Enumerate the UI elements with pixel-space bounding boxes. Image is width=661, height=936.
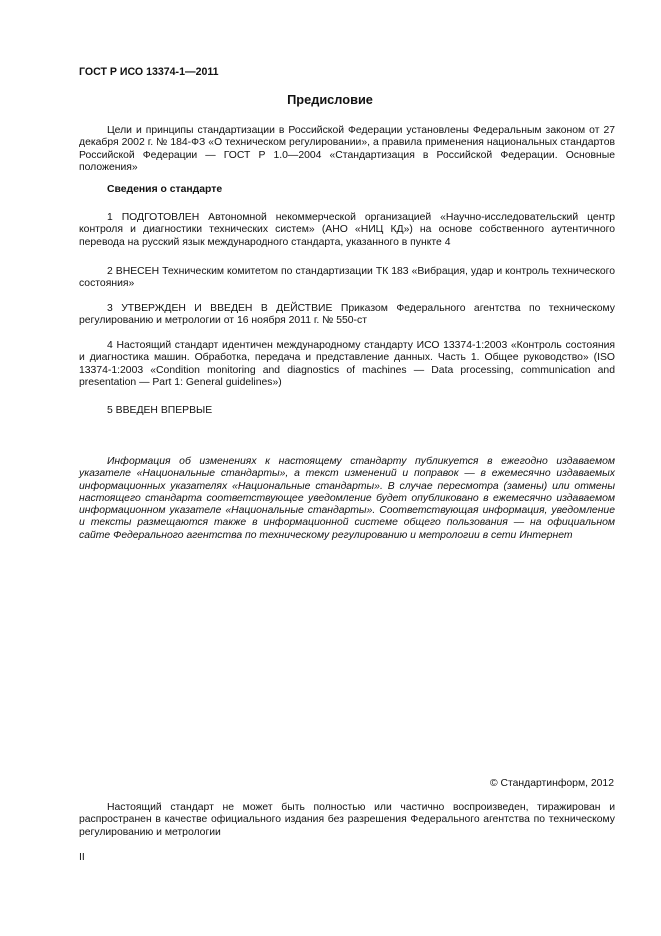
item-2-text: 2 ВНЕСЕН Техническим комитетом по стандартизации ТК 183 «Вибрация, удар и контроль технического состояния» xyxy=(79,266,615,290)
item-3-text: 3 УТВЕРЖДЕН И ВВЕДЕН В ДЕЙСТВИЕ Приказом Федерального агентства по техническому регулированию и метрологии от 16 ноября 2011 г. № 550-ст xyxy=(79,303,615,327)
reproduction-text: Настоящий стандарт не может быть полностью или частично воспроизведен, тиражирован и распространен в качестве официального издания без разрешения Федерального агентства по техническому регулированию и метрологии xyxy=(79,802,615,838)
item-4 xyxy=(79,340,615,389)
document-header: ГОСТ Р ИСО 13374-1—2011 xyxy=(79,66,219,78)
item-2 xyxy=(79,266,615,291)
item-3 xyxy=(79,303,615,328)
notice-paragraph xyxy=(79,456,615,542)
item-4-text: 4 Настоящий стандарт идентичен международному стандарту ИСО 13374-1:2003 «Контроль состояния и диагностика машин. Обработка, передача и представление данных. Часть 1. Общее руководство» (ISO 13374-1:2003 «Condition monitoring and diagnostics of machines — Data processing, communication and presentation — Part 1: General guidelines») xyxy=(79,340,615,388)
item-1 xyxy=(79,212,615,249)
info-heading: Сведения о стандарте xyxy=(107,184,223,195)
copyright: © Стандартинформ, 2012 xyxy=(489,778,614,789)
page-title: Предисловие xyxy=(287,92,373,107)
intro-paragraph xyxy=(79,125,615,174)
item-5-text: 5 ВВЕДЕН ВПЕРВЫЕ xyxy=(107,405,213,416)
page-number: II xyxy=(79,852,85,863)
reproduction-paragraph xyxy=(79,802,615,839)
notice-text: Информация об изменениях к настоящему стандарту публикуется в ежегодно издаваемом указателе «Национальные стандарты», а текст изменений и поправок — в ежемесячно издаваемых информационных указателях «Национальные стандарты». В случае пересмотра (замены) или отмены настоящего стандарта соответствующее уведомление будет опубликовано в ежемесячно издаваемом информационном указателе «Национальные стандарты». Соответствующая информация, уведомление и тексты размещаются также в информационной системе общего пользования — на официальном сайте Федерального агентства по техническому регулированию и метрологии в сети Интернет xyxy=(79,456,615,541)
item-5 xyxy=(79,405,615,417)
item-1-text: 1 ПОДГОТОВЛЕН Автономной некоммерческой организацией «Научно-исследовательский центр контроля и диагностики технических систем» (АНО «НИЦ КД») на основе собственного аутентичного перевода на русский язык международного стандарта, указанного в пункте 4 xyxy=(79,212,615,248)
intro-text: Цели и принципы стандартизации в Российской Федерации установлены Федеральным законом от 27 декабря 2002 г. № 184-ФЗ «О техническом регулировании», а правила применения национальных стандартов Российской Федерации — ГОСТ Р 1.0—2004 «Стандартизация в Российской Федерации. Основные положения» xyxy=(79,125,615,173)
